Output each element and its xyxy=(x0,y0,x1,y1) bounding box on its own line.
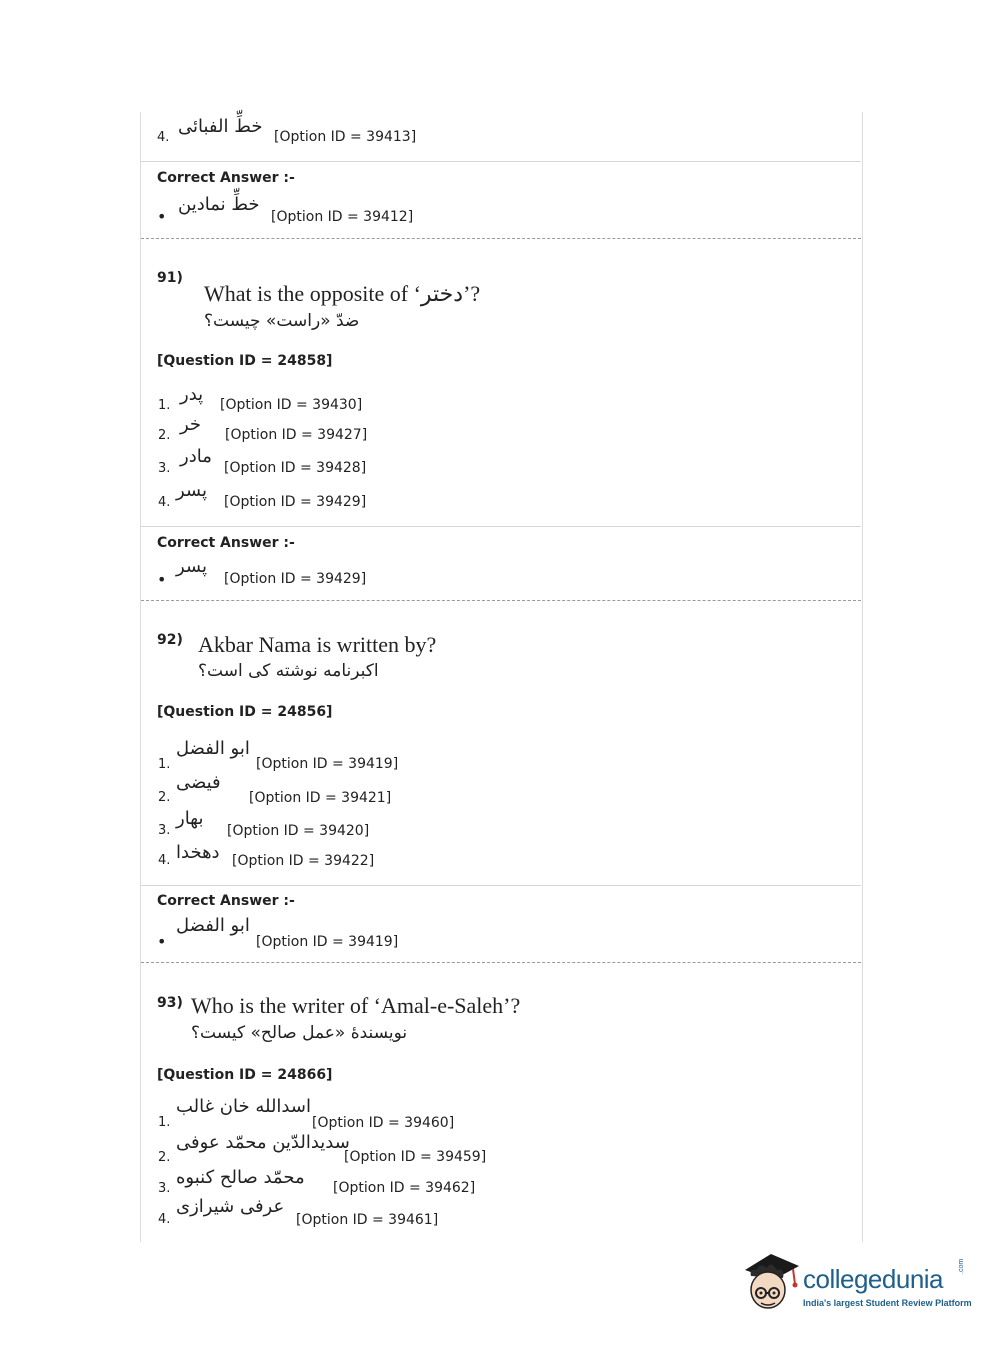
option-id: [Option ID = 39429] xyxy=(224,494,367,510)
divider xyxy=(141,161,861,162)
correct-option-id: [Option ID = 39419] xyxy=(256,934,399,950)
question-text-urdu: اکبرنامه نوشته کی است؟ xyxy=(198,661,379,681)
question-number: 91) xyxy=(157,270,183,286)
question-text-urdu: ضدّ «راست» چیست؟ xyxy=(204,311,360,331)
option-text: محمّد صالح کنبوه xyxy=(176,1167,305,1188)
correct-answer-label: Correct Answer :- xyxy=(157,893,295,909)
option-number: 3. xyxy=(158,823,171,838)
divider xyxy=(141,885,861,886)
option-text: مادر xyxy=(180,446,212,467)
brand-tagline: India's largest Student Review Platform xyxy=(803,1298,972,1308)
option-id: [Option ID = 39460] xyxy=(312,1115,455,1131)
option-number: 2. xyxy=(158,428,171,443)
option-text: خر xyxy=(180,414,202,435)
option-id: [Option ID = 39459] xyxy=(344,1149,487,1165)
correct-option-id: [Option ID = 39429] xyxy=(224,571,367,587)
correct-answer-text: پسر xyxy=(176,556,207,577)
bullet: • xyxy=(157,932,167,951)
option-id: [Option ID = 39419] xyxy=(256,756,399,772)
correct-answer-label: Correct Answer :- xyxy=(157,170,295,186)
option-number: 1. xyxy=(158,1115,171,1130)
option-number: 2. xyxy=(158,1150,171,1165)
option-id: [Option ID = 39413] xyxy=(274,129,417,145)
question-separator xyxy=(141,238,861,239)
question-number: 93) xyxy=(157,995,183,1011)
option-text: سدیدالدّین محمّد عوفی xyxy=(176,1132,350,1153)
option-number: 2. xyxy=(158,790,171,805)
option-number: 4. xyxy=(157,130,170,145)
option-number: 1. xyxy=(158,398,171,413)
option-number: 3. xyxy=(158,461,171,476)
question-id: [Question ID = 24856] xyxy=(157,704,333,720)
correct-option-id: [Option ID = 39412] xyxy=(271,209,414,225)
divider xyxy=(141,526,861,527)
option-text: دهخدا xyxy=(176,842,220,863)
question-text-english: What is the opposite of ‘دختر’? xyxy=(204,281,481,306)
brand-name: collegedunia xyxy=(803,1264,944,1294)
option-id: [Option ID = 39422] xyxy=(232,853,375,869)
option-number: 4. xyxy=(158,853,171,868)
option-text: خطِّ الفبائی xyxy=(178,116,263,137)
bullet: • xyxy=(157,207,167,226)
option-id: [Option ID = 39428] xyxy=(224,460,367,476)
option-id: [Option ID = 39430] xyxy=(220,397,363,413)
option-text: اسدالله خان غالب xyxy=(176,1096,311,1117)
correct-answer-label: Correct Answer :- xyxy=(157,535,295,551)
option-text: فیضی xyxy=(176,772,221,793)
brand-domain: .com xyxy=(958,1258,965,1274)
option-id: [Option ID = 39461] xyxy=(296,1212,439,1228)
option-number: 1. xyxy=(158,757,171,772)
question-text-english: Who is the writer of ‘Amal-e-Saleh’? xyxy=(191,993,521,1018)
option-text: پسر xyxy=(176,480,207,501)
option-number: 3. xyxy=(158,1181,171,1196)
option-id: [Option ID = 39421] xyxy=(249,790,392,806)
question-separator xyxy=(141,962,861,963)
question-separator xyxy=(141,600,861,601)
bullet: • xyxy=(157,570,167,589)
question-text-english: Akbar Nama is written by? xyxy=(198,632,437,657)
option-number: 4. xyxy=(158,1212,171,1227)
question-number: 92) xyxy=(157,632,183,648)
correct-answer-text: ابو الفضل xyxy=(176,915,250,936)
collegedunia-mascot-logo xyxy=(741,1248,801,1314)
option-id: [Option ID = 39420] xyxy=(227,823,370,839)
option-number: 4. xyxy=(158,495,171,510)
option-id: [Option ID = 39427] xyxy=(225,427,368,443)
option-id: [Option ID = 39462] xyxy=(333,1180,476,1196)
option-text: ابو الفضل xyxy=(176,738,250,759)
option-text: بهار xyxy=(176,808,204,829)
option-text: پدر xyxy=(180,384,204,405)
question-text-urdu: نویسندۀ «عمل صالح» کیست؟ xyxy=(191,1023,408,1043)
question-id: [Question ID = 24866] xyxy=(157,1067,333,1083)
option-text: عرفی شیرازی xyxy=(176,1196,285,1217)
correct-answer-text: خطِّ نمادین xyxy=(178,194,260,215)
question-id: [Question ID = 24858] xyxy=(157,353,333,369)
